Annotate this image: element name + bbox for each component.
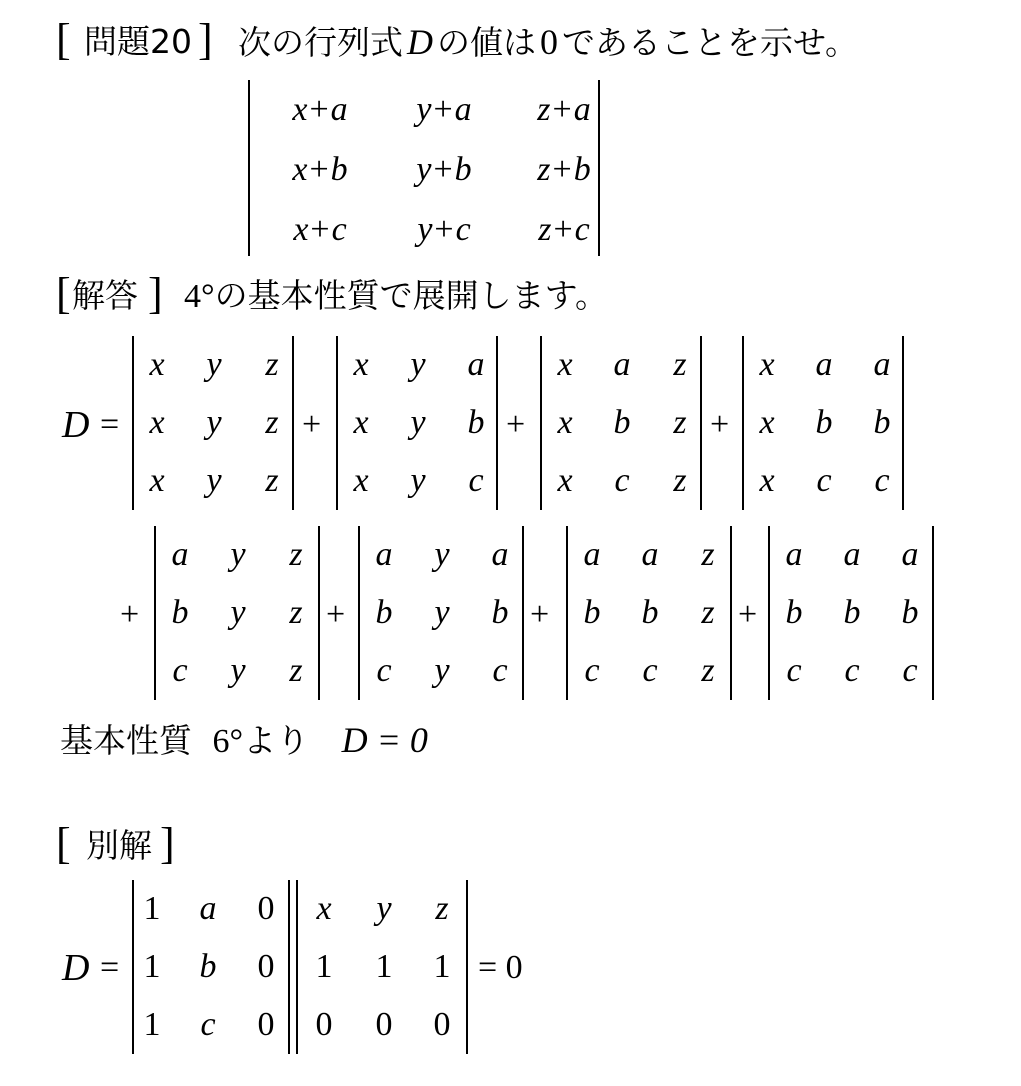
matrix-entry: x xyxy=(759,462,775,499)
conclusion-prefix: 基本性質 xyxy=(60,721,192,760)
matrix-entry: 1 xyxy=(143,948,161,985)
matrix-entry: y xyxy=(230,652,246,689)
matrix-entry: 1 xyxy=(143,890,161,927)
matrix-entry: y xyxy=(206,462,222,499)
conclusion-suffix: より xyxy=(243,721,310,760)
matrix-entry: b xyxy=(583,594,601,631)
matrix-entry: c xyxy=(614,462,630,499)
statement-part: 次の行列式 xyxy=(238,23,403,62)
matrix-entry: z xyxy=(435,890,449,927)
matrix-entry: b xyxy=(375,594,393,631)
matrix-entry: a xyxy=(815,346,833,383)
matrix-entry: z xyxy=(701,652,715,689)
matrix-entry: y xyxy=(434,652,450,689)
plus-sign: + xyxy=(506,406,526,443)
matrix-entry: x xyxy=(149,462,165,499)
matrix-entry: a xyxy=(785,536,803,573)
problem-label-text: 問題20 xyxy=(84,22,192,61)
conclusion-equation: D = 0 xyxy=(341,720,428,760)
matrix-entry: y+c xyxy=(417,211,471,248)
matrix-entry: y xyxy=(410,462,426,499)
matrix-entry: c xyxy=(376,652,392,689)
answer-determinant-4 xyxy=(742,336,904,510)
problem-statement xyxy=(238,22,858,63)
alt-label: 別解 xyxy=(86,826,152,865)
matrix-entry: y xyxy=(206,404,222,441)
matrix-entry: z+a xyxy=(537,91,591,128)
matrix-entry: x xyxy=(759,404,775,441)
matrix-entry: x xyxy=(149,346,165,383)
matrix-entry: x xyxy=(557,346,573,383)
matrix-entry: z xyxy=(289,652,303,689)
left-bracket: [ xyxy=(56,819,71,868)
matrix-entry: z+c xyxy=(538,211,590,248)
answer-determinant-1 xyxy=(132,336,294,510)
matrix-entry: a xyxy=(641,536,659,573)
matrix-entry: y xyxy=(376,890,392,927)
matrix-entry: b xyxy=(171,594,189,631)
plus-sign: + xyxy=(710,406,730,443)
answer-text xyxy=(184,276,608,317)
statement-part: であることを示せ。 xyxy=(562,23,859,62)
answer-determinant-6 xyxy=(358,526,524,700)
matrix-entry: y xyxy=(410,404,426,441)
answer-determinant-8 xyxy=(768,526,934,700)
matrix-entry: a xyxy=(613,346,631,383)
matrix-entry: c xyxy=(816,462,832,499)
matrix-entry: a xyxy=(873,346,891,383)
matrix-entry: x xyxy=(353,462,369,499)
matrix-entry: z xyxy=(265,404,279,441)
matrix-entry: 0 xyxy=(315,1006,333,1043)
property-number: 4° xyxy=(184,278,215,315)
left-bracket: [ xyxy=(56,269,71,318)
matrix-entry: 0 xyxy=(257,1006,275,1043)
matrix-entry: x+b xyxy=(292,151,348,188)
alt-equals-sign: = xyxy=(100,949,120,986)
alt-result: = 0 xyxy=(478,949,523,986)
equals-sign: = xyxy=(100,406,120,443)
alt-determinant-right xyxy=(296,880,468,1054)
plus-sign: + xyxy=(326,596,346,633)
matrix-entry: x+c xyxy=(293,211,347,248)
answer-determinant-5 xyxy=(154,526,320,700)
plus-sign: + xyxy=(530,596,550,633)
matrix-entry: y+b xyxy=(416,151,472,188)
alt-D-symbol: D xyxy=(62,947,90,989)
matrix-entry: z xyxy=(673,462,687,499)
problem-determinant xyxy=(248,80,600,256)
alt-determinant-left xyxy=(132,880,290,1054)
matrix-entry: x xyxy=(557,462,573,499)
matrix-entry: y xyxy=(230,536,246,573)
matrix-entry: c xyxy=(786,652,802,689)
matrix-entry: c xyxy=(902,652,918,689)
matrix-entry: c xyxy=(874,462,890,499)
matrix-entry: b xyxy=(873,404,891,441)
conclusion-number: 6° xyxy=(212,723,244,760)
matrix-entry: y xyxy=(230,594,246,631)
matrix-entry: 0 xyxy=(433,1006,451,1043)
matrix-entry: z xyxy=(673,404,687,441)
matrix-entry: 1 xyxy=(315,948,333,985)
matrix-entry: 0 xyxy=(375,1006,393,1043)
matrix-entry: b xyxy=(613,404,631,441)
D-symbol: D xyxy=(62,404,90,446)
matrix-entry: x xyxy=(759,346,775,383)
right-bracket: ] xyxy=(160,819,175,868)
matrix-entry: 1 xyxy=(433,948,451,985)
right-bracket: ] xyxy=(198,15,213,64)
matrix-entry: z xyxy=(701,536,715,573)
statement-variable: D xyxy=(407,22,433,62)
right-bracket: ] xyxy=(148,269,163,318)
matrix-entry: x xyxy=(149,404,165,441)
conclusion xyxy=(60,720,428,762)
matrix-entry: c xyxy=(468,462,484,499)
matrix-entry: b xyxy=(199,948,217,985)
matrix-entry: a xyxy=(901,536,919,573)
matrix-entry: 0 xyxy=(257,948,275,985)
matrix-entry: y+a xyxy=(416,91,472,128)
matrix-entry: z xyxy=(265,462,279,499)
matrix-entry: b xyxy=(491,594,509,631)
matrix-entry: y xyxy=(206,346,222,383)
matrix-entry: a xyxy=(491,536,509,573)
matrix-entry: a xyxy=(171,536,189,573)
matrix-entry: c xyxy=(492,652,508,689)
answer-determinant-2 xyxy=(336,336,498,510)
matrix-entry: y xyxy=(434,536,450,573)
problem-label xyxy=(84,22,192,62)
matrix-entry: c xyxy=(584,652,600,689)
matrix-entry: x xyxy=(353,404,369,441)
matrix-entry: a xyxy=(467,346,485,383)
matrix-entry: x xyxy=(316,890,332,927)
matrix-entry: b xyxy=(815,404,833,441)
matrix-entry: a xyxy=(843,536,861,573)
matrix-entry: x+a xyxy=(292,91,348,128)
answer-statement: の基本性質で展開します。 xyxy=(214,276,608,315)
matrix-entry: b xyxy=(901,594,919,631)
matrix-entry: a xyxy=(375,536,393,573)
matrix-entry: z xyxy=(701,594,715,631)
plus-sign: + xyxy=(302,406,322,443)
matrix-entry: z xyxy=(289,536,303,573)
statement-part: の値は xyxy=(437,23,536,62)
matrix-entry: b xyxy=(467,404,485,441)
matrix-entry: c xyxy=(172,652,188,689)
matrix-entry: 1 xyxy=(143,1006,161,1043)
left-bracket: [ xyxy=(56,15,71,64)
matrix-entry: x xyxy=(557,404,573,441)
matrix-entry: 0 xyxy=(257,890,275,927)
plus-sign: + xyxy=(120,596,140,633)
matrix-entry: y xyxy=(410,346,426,383)
matrix-entry: 1 xyxy=(375,948,393,985)
matrix-entry: z xyxy=(265,346,279,383)
matrix-entry: c xyxy=(200,1006,216,1043)
answer-determinant-7 xyxy=(566,526,732,700)
matrix-entry: z+b xyxy=(537,151,591,188)
matrix-entry: z xyxy=(673,346,687,383)
matrix-entry: c xyxy=(844,652,860,689)
answer-label: 解答 xyxy=(72,276,138,315)
matrix-entry: z xyxy=(289,594,303,631)
matrix-entry: a xyxy=(199,890,217,927)
matrix-entry: b xyxy=(785,594,803,631)
plus-sign: + xyxy=(738,596,758,633)
answer-determinant-3 xyxy=(540,336,702,510)
matrix-entry: x xyxy=(353,346,369,383)
statement-zero: 0 xyxy=(540,22,558,62)
matrix-entry: y xyxy=(434,594,450,631)
matrix-entry: a xyxy=(583,536,601,573)
matrix-entry: c xyxy=(642,652,658,689)
matrix-entry: b xyxy=(843,594,861,631)
matrix-entry: b xyxy=(641,594,659,631)
